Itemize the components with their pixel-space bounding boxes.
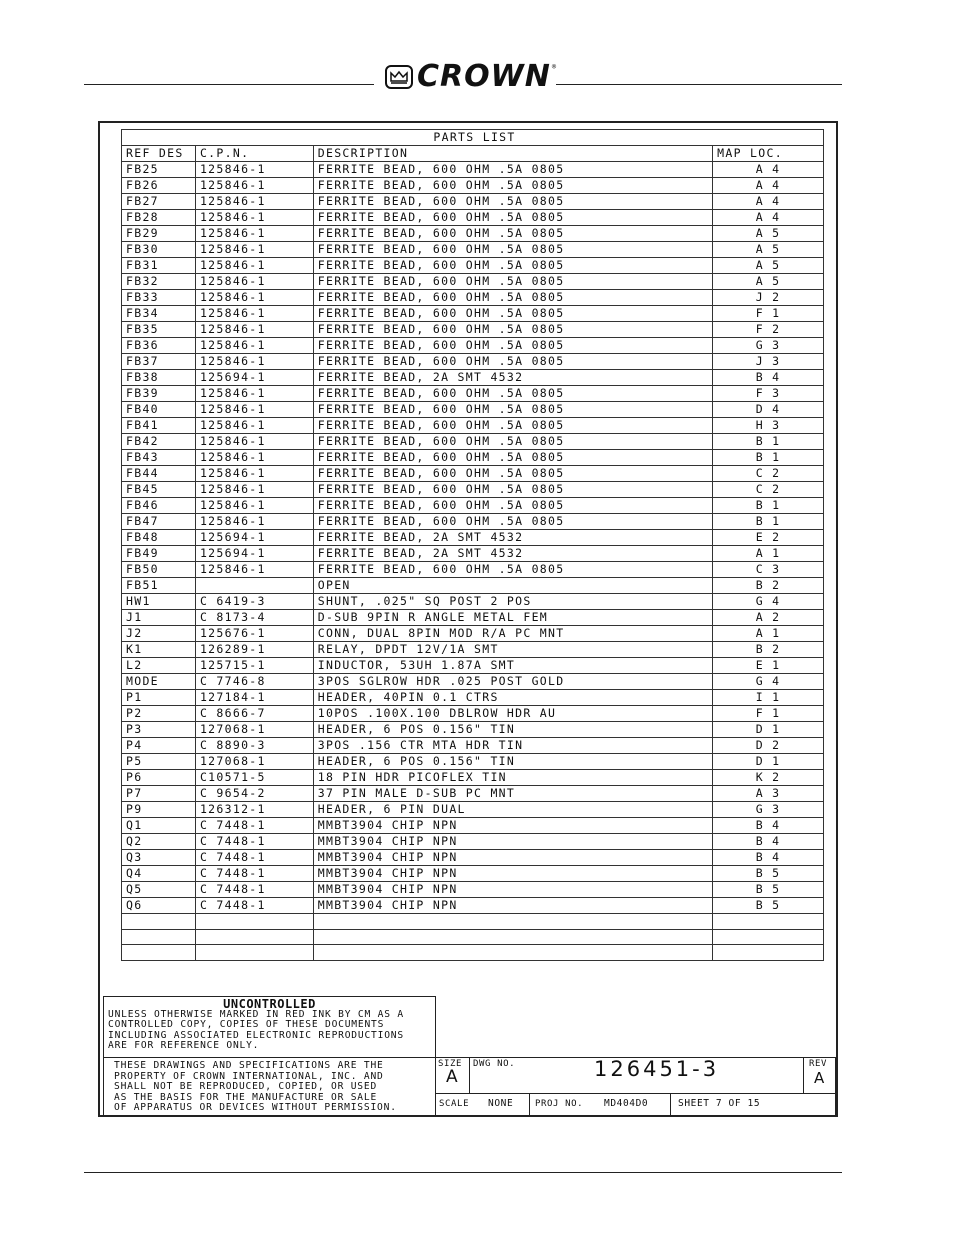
description-cell: 10POS .100X.100 DBLROW HDR AU bbox=[313, 706, 712, 722]
ref-des-cell: L2 bbox=[122, 658, 196, 674]
cpn-cell: 125846-1 bbox=[195, 354, 313, 370]
ref-des-cell: FB25 bbox=[122, 162, 196, 178]
ref-des-cell: FB36 bbox=[122, 338, 196, 354]
ref-des-cell: J2 bbox=[122, 626, 196, 642]
scale-cell bbox=[435, 1093, 530, 1116]
cpn-cell: 125846-1 bbox=[195, 226, 313, 242]
parts-row bbox=[122, 226, 824, 242]
map-loc-cell: B 1 bbox=[713, 434, 824, 450]
parts-row bbox=[122, 322, 824, 338]
map-loc-cell: B 1 bbox=[713, 514, 824, 530]
map-loc-cell: E 1 bbox=[713, 658, 824, 674]
scale-label: SCALE bbox=[439, 1099, 470, 1109]
cpn-cell: 125846-1 bbox=[195, 290, 313, 306]
footer-rule bbox=[84, 1172, 842, 1173]
registered-mark: ® bbox=[551, 63, 557, 71]
parts-row bbox=[122, 802, 824, 818]
notice-line: CONTROLLED COPY, COPIES OF THESE DOCUMENTS bbox=[108, 1019, 385, 1031]
map-loc-cell: F 1 bbox=[713, 306, 824, 322]
ref-des-cell: FB32 bbox=[122, 274, 196, 290]
description-cell: FERRITE BEAD, 2A SMT 4532 bbox=[313, 530, 712, 546]
ref-des-cell: P4 bbox=[122, 738, 196, 754]
parts-row bbox=[122, 450, 824, 466]
cpn-cell: C10571-5 bbox=[195, 770, 313, 786]
scale-value: NONE bbox=[488, 1098, 514, 1109]
parts-row bbox=[122, 610, 824, 626]
map-loc-cell: A 5 bbox=[713, 274, 824, 290]
size-value: A bbox=[446, 1067, 459, 1087]
brand-wordmark: CROWN bbox=[417, 59, 551, 94]
cpn-cell: 125715-1 bbox=[195, 658, 313, 674]
rev-cell bbox=[803, 1057, 836, 1094]
cpn-cell: 127068-1 bbox=[195, 754, 313, 770]
map-loc-cell: A 4 bbox=[713, 162, 824, 178]
cpn-cell: C 7448-1 bbox=[195, 866, 313, 882]
description-cell: FERRITE BEAD, 600 OHM .5A 0805 bbox=[313, 290, 712, 306]
notice-line: INCLUDING ASSOCIATED ELECTRONIC REPRODUCTIONS bbox=[108, 1029, 404, 1041]
description-cell: FERRITE BEAD, 600 OHM .5A 0805 bbox=[313, 434, 712, 450]
description-cell: FERRITE BEAD, 2A SMT 4532 bbox=[313, 370, 712, 386]
ref-des-cell bbox=[122, 945, 196, 961]
map-loc-cell: G 4 bbox=[713, 674, 824, 690]
description-cell: MMBT3904 CHIP NPN bbox=[313, 818, 712, 834]
notice-line: OF APPARATUS OR DEVICES WITHOUT PERMISSION. bbox=[114, 1102, 397, 1114]
map-loc-cell: A 4 bbox=[713, 210, 824, 226]
description-cell: FERRITE BEAD, 600 OHM .5A 0805 bbox=[313, 242, 712, 258]
description-cell: FERRITE BEAD, 600 OHM .5A 0805 bbox=[313, 162, 712, 178]
cpn-cell: 125676-1 bbox=[195, 626, 313, 642]
map-loc-cell: A 5 bbox=[713, 258, 824, 274]
parts-row bbox=[122, 498, 824, 514]
cpn-cell: 125846-1 bbox=[195, 402, 313, 418]
description-cell: FERRITE BEAD, 600 OHM .5A 0805 bbox=[313, 306, 712, 322]
ref-des-cell: K1 bbox=[122, 642, 196, 658]
parts-row bbox=[122, 834, 824, 850]
map-loc-cell: F 2 bbox=[713, 322, 824, 338]
parts-row bbox=[122, 770, 824, 786]
parts-row bbox=[122, 562, 824, 578]
description-cell: FERRITE BEAD, 600 OHM .5A 0805 bbox=[313, 498, 712, 514]
cpn-cell: 125694-1 bbox=[195, 546, 313, 562]
cpn-cell: 125846-1 bbox=[195, 306, 313, 322]
map-loc-cell bbox=[713, 945, 824, 961]
ref-des-cell: FB40 bbox=[122, 402, 196, 418]
description-cell bbox=[313, 914, 712, 930]
description-cell: OPEN bbox=[313, 578, 712, 594]
ref-des-cell bbox=[122, 929, 196, 945]
parts-row bbox=[122, 706, 824, 722]
description-cell: FERRITE BEAD, 600 OHM .5A 0805 bbox=[313, 466, 712, 482]
map-loc-cell: C 2 bbox=[713, 466, 824, 482]
description-cell: FERRITE BEAD, 600 OHM .5A 0805 bbox=[313, 418, 712, 434]
description-cell: MMBT3904 CHIP NPN bbox=[313, 898, 712, 914]
map-loc-cell: B 4 bbox=[713, 370, 824, 386]
description-cell: 18 PIN HDR PICOFLEX TIN bbox=[313, 770, 712, 786]
parts-row bbox=[122, 546, 824, 562]
project-label: PROJ NO. bbox=[535, 1099, 584, 1109]
ref-des-cell: FB28 bbox=[122, 210, 196, 226]
ref-des-cell: FB51 bbox=[122, 578, 196, 594]
ref-des-cell: FB47 bbox=[122, 514, 196, 530]
description-cell: MMBT3904 CHIP NPN bbox=[313, 866, 712, 882]
description-cell: RELAY, DPDT 12V/1A SMT bbox=[313, 642, 712, 658]
column-header: DESCRIPTION bbox=[313, 146, 712, 162]
map-loc-cell: C 2 bbox=[713, 482, 824, 498]
parts-row bbox=[122, 290, 824, 306]
ref-des-cell: FB46 bbox=[122, 498, 196, 514]
description-cell: FERRITE BEAD, 600 OHM .5A 0805 bbox=[313, 226, 712, 242]
column-header: C.P.N. bbox=[195, 146, 313, 162]
cpn-cell: 125846-1 bbox=[195, 482, 313, 498]
ref-des-cell: Q3 bbox=[122, 850, 196, 866]
parts-row bbox=[122, 754, 824, 770]
parts-row bbox=[122, 882, 824, 898]
cpn-cell: C 7448-1 bbox=[195, 818, 313, 834]
cpn-cell: 127068-1 bbox=[195, 722, 313, 738]
map-loc-cell: D 1 bbox=[713, 722, 824, 738]
map-loc-cell: B 5 bbox=[713, 898, 824, 914]
description-cell: FERRITE BEAD, 600 OHM .5A 0805 bbox=[313, 386, 712, 402]
map-loc-cell: D 2 bbox=[713, 738, 824, 754]
description-cell: MMBT3904 CHIP NPN bbox=[313, 850, 712, 866]
ref-des-cell: Q2 bbox=[122, 834, 196, 850]
cpn-cell: 127184-1 bbox=[195, 690, 313, 706]
map-loc-cell: F 1 bbox=[713, 706, 824, 722]
dwg-number-cell bbox=[469, 1057, 804, 1094]
map-loc-cell bbox=[713, 914, 824, 930]
map-loc-cell: B 4 bbox=[713, 834, 824, 850]
ref-des-cell: FB38 bbox=[122, 370, 196, 386]
cpn-cell: 125846-1 bbox=[195, 194, 313, 210]
map-loc-cell: B 2 bbox=[713, 642, 824, 658]
crown-icon bbox=[385, 65, 413, 89]
project-number: MD404D0 bbox=[604, 1098, 649, 1109]
notice-line: SHALL NOT BE REPRODUCED, COPIED, OR USED bbox=[114, 1081, 378, 1093]
ref-des-cell: J1 bbox=[122, 610, 196, 626]
map-loc-cell: B 5 bbox=[713, 866, 824, 882]
parts-row bbox=[122, 945, 824, 961]
description-cell: FERRITE BEAD, 600 OHM .5A 0805 bbox=[313, 258, 712, 274]
description-cell: FERRITE BEAD, 600 OHM .5A 0805 bbox=[313, 562, 712, 578]
map-loc-cell: B 1 bbox=[713, 498, 824, 514]
parts-row bbox=[122, 914, 824, 930]
ref-des-cell: FB48 bbox=[122, 530, 196, 546]
cpn-cell: 125846-1 bbox=[195, 322, 313, 338]
cpn-cell bbox=[195, 914, 313, 930]
description-cell: SHUNT, .025" SQ POST 2 POS bbox=[313, 594, 712, 610]
map-loc-cell: A 4 bbox=[713, 194, 824, 210]
parts-row bbox=[122, 929, 824, 945]
sheet-cell bbox=[670, 1093, 836, 1116]
description-cell: FERRITE BEAD, 600 OHM .5A 0805 bbox=[313, 178, 712, 194]
cpn-cell: C 8890-3 bbox=[195, 738, 313, 754]
map-loc-cell: A 2 bbox=[713, 610, 824, 626]
map-loc-cell: F 3 bbox=[713, 386, 824, 402]
cpn-cell: C 8666-7 bbox=[195, 706, 313, 722]
map-loc-cell: H 3 bbox=[713, 418, 824, 434]
ref-des-cell bbox=[122, 914, 196, 930]
parts-row bbox=[122, 178, 824, 194]
ref-des-cell: P7 bbox=[122, 786, 196, 802]
cpn-cell: 125846-1 bbox=[195, 562, 313, 578]
map-loc-cell: B 2 bbox=[713, 578, 824, 594]
ref-des-cell: FB29 bbox=[122, 226, 196, 242]
description-cell: D-SUB 9PIN R ANGLE METAL FEM bbox=[313, 610, 712, 626]
project-cell bbox=[529, 1093, 671, 1116]
map-loc-cell: B 5 bbox=[713, 882, 824, 898]
cpn-cell: C 7746-8 bbox=[195, 674, 313, 690]
map-loc-cell: A 4 bbox=[713, 178, 824, 194]
notice-line: THESE DRAWINGS AND SPECIFICATIONS ARE THE bbox=[114, 1060, 384, 1071]
parts-row bbox=[122, 194, 824, 210]
cpn-cell: 125694-1 bbox=[195, 530, 313, 546]
cpn-cell: C 6419-3 bbox=[195, 594, 313, 610]
cpn-cell: 125846-1 bbox=[195, 242, 313, 258]
size-cell bbox=[435, 1057, 470, 1094]
column-header: REF DES bbox=[122, 146, 196, 162]
parts-row bbox=[122, 370, 824, 386]
cpn-cell: 125846-1 bbox=[195, 498, 313, 514]
ref-des-cell: P3 bbox=[122, 722, 196, 738]
parts-row bbox=[122, 658, 824, 674]
cpn-cell: 125846-1 bbox=[195, 514, 313, 530]
map-loc-cell: B 1 bbox=[713, 450, 824, 466]
notice-line: UNLESS OTHERWISE MARKED IN RED INK BY CM AS A bbox=[108, 1008, 404, 1020]
parts-row bbox=[122, 354, 824, 370]
ref-des-cell: FB44 bbox=[122, 466, 196, 482]
cpn-cell: 125846-1 bbox=[195, 258, 313, 274]
uncontrolled-notice bbox=[103, 996, 436, 1058]
cpn-cell: 125846-1 bbox=[195, 178, 313, 194]
parts-row bbox=[122, 482, 824, 498]
notice-line: ARE FOR REFERENCE ONLY. bbox=[108, 1040, 260, 1052]
cpn-cell: C 7448-1 bbox=[195, 834, 313, 850]
description-cell: HEADER, 6 POS 0.156" TIN bbox=[313, 754, 712, 770]
parts-row bbox=[122, 690, 824, 706]
description-cell: FERRITE BEAD, 600 OHM .5A 0805 bbox=[313, 194, 712, 210]
description-cell: FERRITE BEAD, 600 OHM .5A 0805 bbox=[313, 514, 712, 530]
map-loc-cell: B 4 bbox=[713, 850, 824, 866]
ref-des-cell: HW1 bbox=[122, 594, 196, 610]
parts-row bbox=[122, 850, 824, 866]
parts-row bbox=[122, 338, 824, 354]
cpn-cell: 125846-1 bbox=[195, 210, 313, 226]
description-cell: INDUCTOR, 53UH 1.87A SMT bbox=[313, 658, 712, 674]
map-loc-cell: C 3 bbox=[713, 562, 824, 578]
description-cell: HEADER, 6 POS 0.156" TIN bbox=[313, 722, 712, 738]
map-loc-cell bbox=[713, 929, 824, 945]
cpn-cell: 126289-1 bbox=[195, 642, 313, 658]
column-header: MAP LOC. bbox=[713, 146, 824, 162]
ref-des-cell: FB41 bbox=[122, 418, 196, 434]
map-loc-cell: A 5 bbox=[713, 226, 824, 242]
cpn-cell: 125846-1 bbox=[195, 466, 313, 482]
parts-list-title-row bbox=[122, 130, 824, 146]
parts-row bbox=[122, 386, 824, 402]
map-loc-cell: G 3 bbox=[713, 338, 824, 354]
map-loc-cell: A 1 bbox=[713, 626, 824, 642]
map-loc-cell: B 4 bbox=[713, 818, 824, 834]
sheet-number: SHEET 7 OF 15 bbox=[678, 1098, 761, 1109]
notice-line: AS THE BASIS FOR THE MANUFACTURE OR SALE bbox=[114, 1091, 378, 1103]
map-loc-cell: A 5 bbox=[713, 242, 824, 258]
description-cell bbox=[313, 929, 712, 945]
description-cell: HEADER, 40PIN 0.1 CTRS bbox=[313, 690, 712, 706]
uncontrolled-heading: UNCONTROLLED bbox=[223, 997, 316, 1011]
map-loc-cell: G 4 bbox=[713, 594, 824, 610]
description-cell: FERRITE BEAD, 600 OHM .5A 0805 bbox=[313, 210, 712, 226]
description-cell: MMBT3904 CHIP NPN bbox=[313, 834, 712, 850]
description-cell: FERRITE BEAD, 600 OHM .5A 0805 bbox=[313, 354, 712, 370]
parts-row bbox=[122, 274, 824, 290]
description-cell: FERRITE BEAD, 600 OHM .5A 0805 bbox=[313, 450, 712, 466]
rev-value: A bbox=[814, 1069, 825, 1087]
parts-row bbox=[122, 722, 824, 738]
ref-des-cell: FB50 bbox=[122, 562, 196, 578]
cpn-cell: C 8173-4 bbox=[195, 610, 313, 626]
parts-row bbox=[122, 418, 824, 434]
ref-des-cell: FB42 bbox=[122, 434, 196, 450]
ref-des-cell: Q1 bbox=[122, 818, 196, 834]
cpn-cell: 125846-1 bbox=[195, 338, 313, 354]
parts-row bbox=[122, 258, 824, 274]
parts-row bbox=[122, 594, 824, 610]
parts-row bbox=[122, 530, 824, 546]
ref-des-cell: Q4 bbox=[122, 866, 196, 882]
map-loc-cell: E 2 bbox=[713, 530, 824, 546]
ref-des-cell: P5 bbox=[122, 754, 196, 770]
parts-row bbox=[122, 674, 824, 690]
map-loc-cell: G 3 bbox=[713, 802, 824, 818]
cpn-cell: 125694-1 bbox=[195, 370, 313, 386]
ref-des-cell: FB45 bbox=[122, 482, 196, 498]
parts-row bbox=[122, 210, 824, 226]
ref-des-cell: P1 bbox=[122, 690, 196, 706]
ref-des-cell: FB27 bbox=[122, 194, 196, 210]
map-loc-cell: A 3 bbox=[713, 786, 824, 802]
parts-row bbox=[122, 434, 824, 450]
parts-row bbox=[122, 866, 824, 882]
map-loc-cell: I 1 bbox=[713, 690, 824, 706]
rev-label: REV bbox=[809, 1059, 828, 1069]
description-cell: FERRITE BEAD, 2A SMT 4532 bbox=[313, 546, 712, 562]
description-cell: 3POS .156 CTR MTA HDR TIN bbox=[313, 738, 712, 754]
map-loc-cell: D 4 bbox=[713, 402, 824, 418]
crown-logo bbox=[385, 59, 557, 94]
map-loc-cell: D 1 bbox=[713, 754, 824, 770]
description-cell: HEADER, 6 PIN DUAL bbox=[313, 802, 712, 818]
ref-des-cell: FB39 bbox=[122, 386, 196, 402]
parts-row bbox=[122, 162, 824, 178]
map-loc-cell: A 1 bbox=[713, 546, 824, 562]
parts-row bbox=[122, 626, 824, 642]
parts-list-header-row bbox=[122, 146, 824, 162]
parts-list-title: PARTS LIST bbox=[122, 130, 824, 146]
ref-des-cell: FB31 bbox=[122, 258, 196, 274]
description-cell: FERRITE BEAD, 600 OHM .5A 0805 bbox=[313, 402, 712, 418]
description-cell: FERRITE BEAD, 600 OHM .5A 0805 bbox=[313, 338, 712, 354]
parts-row bbox=[122, 514, 824, 530]
cpn-cell: C 7448-1 bbox=[195, 898, 313, 914]
cpn-cell bbox=[195, 578, 313, 594]
parts-row bbox=[122, 738, 824, 754]
description-cell: 37 PIN MALE D-SUB PC MNT bbox=[313, 786, 712, 802]
cpn-cell bbox=[195, 929, 313, 945]
cpn-cell: C 9654-2 bbox=[195, 786, 313, 802]
parts-list-table bbox=[121, 129, 824, 961]
map-loc-cell: J 2 bbox=[713, 290, 824, 306]
ref-des-cell: P6 bbox=[122, 770, 196, 786]
cpn-cell: 125846-1 bbox=[195, 386, 313, 402]
ref-des-cell: P9 bbox=[122, 802, 196, 818]
cpn-cell: 125846-1 bbox=[195, 274, 313, 290]
ref-des-cell: Q6 bbox=[122, 898, 196, 914]
cpn-cell bbox=[195, 945, 313, 961]
ref-des-cell: FB33 bbox=[122, 290, 196, 306]
parts-row bbox=[122, 402, 824, 418]
cpn-cell: 126312-1 bbox=[195, 802, 313, 818]
parts-row bbox=[122, 898, 824, 914]
parts-row bbox=[122, 786, 824, 802]
property-notice bbox=[103, 1057, 436, 1116]
dwg-number: 126451-3 bbox=[594, 1057, 720, 1081]
ref-des-cell: FB30 bbox=[122, 242, 196, 258]
ref-des-cell: MODE bbox=[122, 674, 196, 690]
ref-des-cell: FB26 bbox=[122, 178, 196, 194]
parts-row bbox=[122, 818, 824, 834]
map-loc-cell: K 2 bbox=[713, 770, 824, 786]
header-rule-left bbox=[84, 84, 374, 85]
description-cell bbox=[313, 945, 712, 961]
ref-des-cell: FB43 bbox=[122, 450, 196, 466]
ref-des-cell: FB49 bbox=[122, 546, 196, 562]
size-label: SIZE bbox=[438, 1059, 463, 1069]
description-cell: CONN, DUAL 8PIN MOD R/A PC MNT bbox=[313, 626, 712, 642]
ref-des-cell: FB37 bbox=[122, 354, 196, 370]
cpn-cell: C 7448-1 bbox=[195, 850, 313, 866]
parts-row bbox=[122, 306, 824, 322]
notice-line: PROPERTY OF CROWN INTERNATIONAL, INC. AND bbox=[114, 1070, 384, 1082]
parts-row bbox=[122, 466, 824, 482]
description-cell: FERRITE BEAD, 600 OHM .5A 0805 bbox=[313, 274, 712, 290]
ref-des-cell: FB35 bbox=[122, 322, 196, 338]
title-block-area bbox=[103, 996, 838, 1116]
cpn-cell: 125846-1 bbox=[195, 418, 313, 434]
map-loc-cell: J 3 bbox=[713, 354, 824, 370]
cpn-cell: C 7448-1 bbox=[195, 882, 313, 898]
cpn-cell: 125846-1 bbox=[195, 450, 313, 466]
dwg-label: DWG NO. bbox=[473, 1059, 516, 1069]
parts-row bbox=[122, 242, 824, 258]
description-cell: 3POS SGLROW HDR .025 POST GOLD bbox=[313, 674, 712, 690]
ref-des-cell: FB34 bbox=[122, 306, 196, 322]
parts-row bbox=[122, 578, 824, 594]
description-cell: MMBT3904 CHIP NPN bbox=[313, 882, 712, 898]
cpn-cell: 125846-1 bbox=[195, 162, 313, 178]
header-rule-right bbox=[556, 84, 842, 85]
parts-row bbox=[122, 642, 824, 658]
description-cell: FERRITE BEAD, 600 OHM .5A 0805 bbox=[313, 322, 712, 338]
ref-des-cell: Q5 bbox=[122, 882, 196, 898]
description-cell: FERRITE BEAD, 600 OHM .5A 0805 bbox=[313, 482, 712, 498]
ref-des-cell: P2 bbox=[122, 706, 196, 722]
cpn-cell: 125846-1 bbox=[195, 434, 313, 450]
